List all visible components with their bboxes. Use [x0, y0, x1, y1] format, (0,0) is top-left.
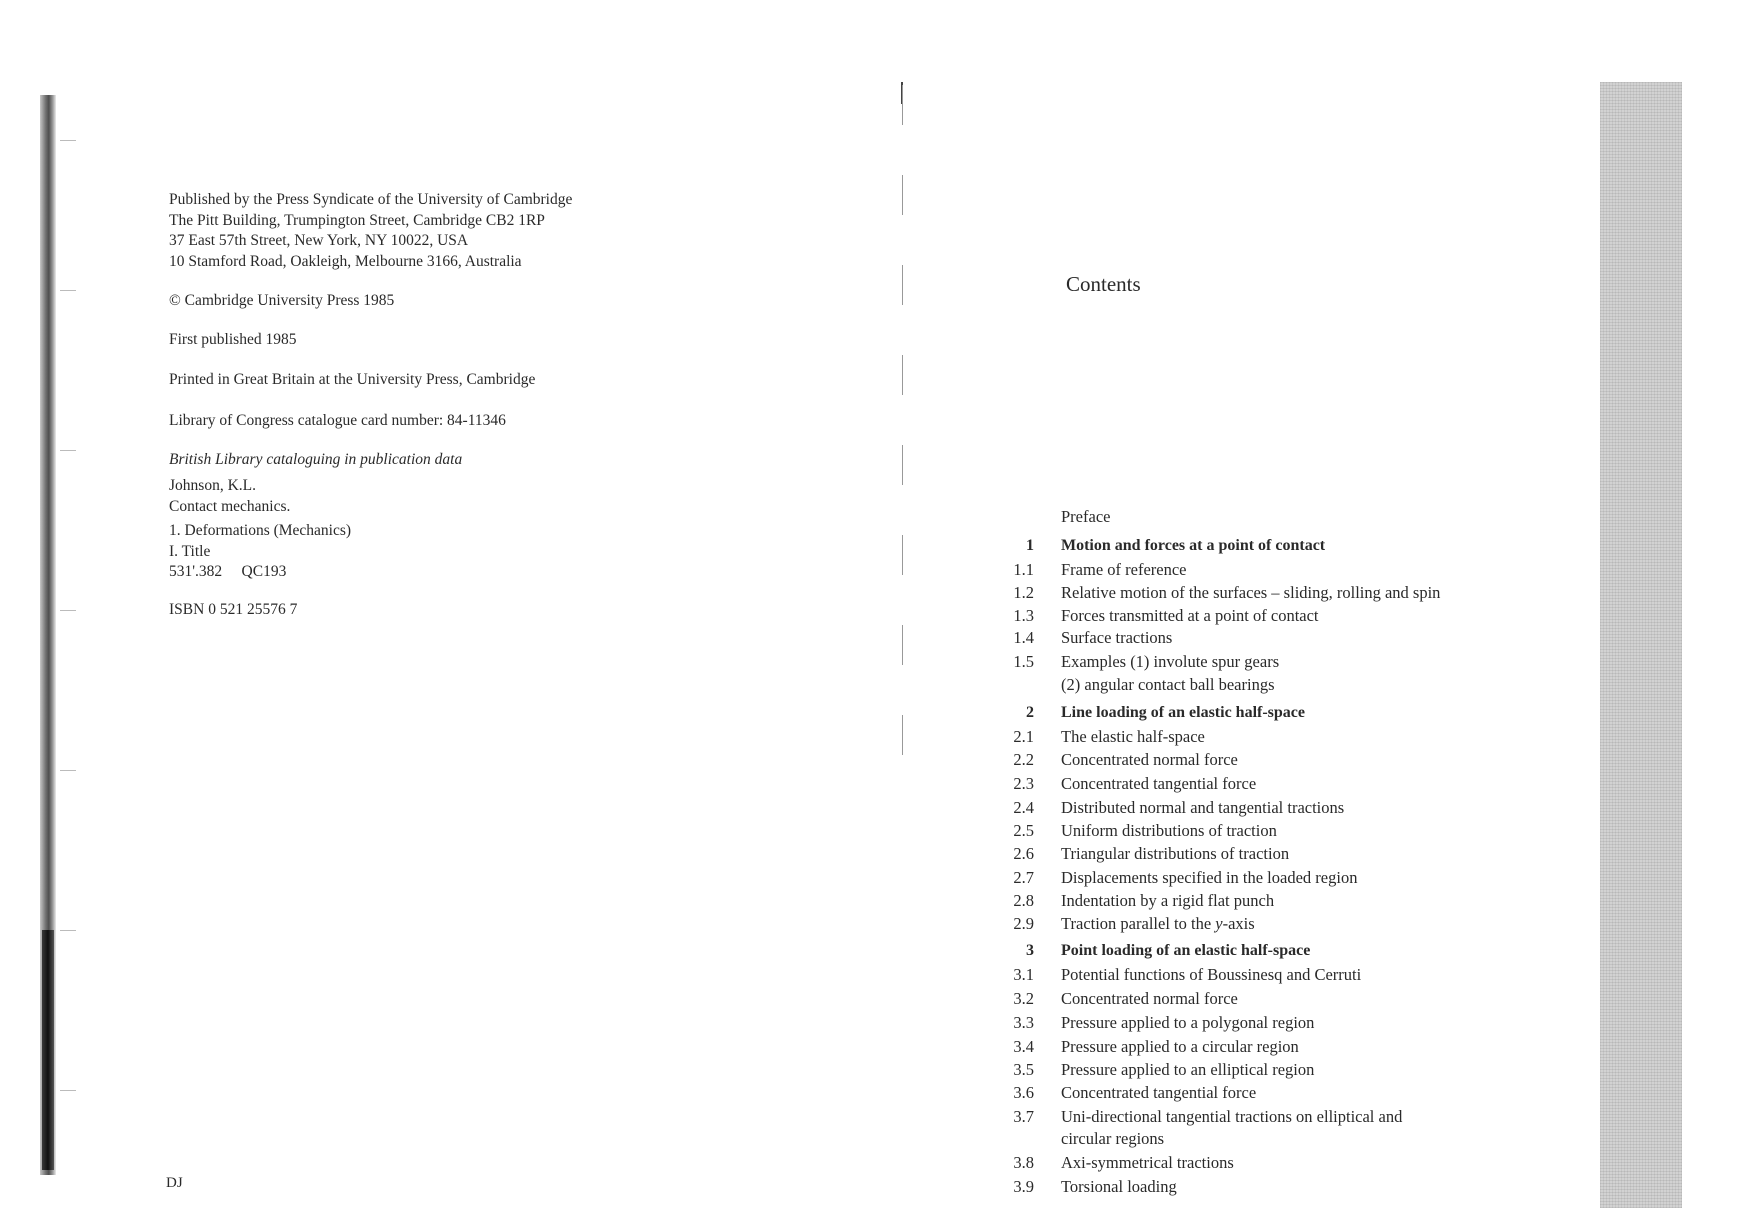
toc-title: Concentrated tangential force: [1061, 774, 1257, 793]
toc-number: 2.1: [1013, 727, 1034, 746]
bl-subjects-block: [169, 521, 351, 583]
toc-title: Line loading of an elastic half-space: [1061, 704, 1306, 721]
page-edge-marks: [60, 140, 80, 1180]
toc-number: 2.2: [1013, 750, 1034, 769]
bl-entry-block: [169, 476, 290, 517]
bl-author: Johnson, K.L.: [169, 477, 256, 494]
toc-title: Traction parallel to the y-axis: [1061, 914, 1255, 933]
toc-title: Torsional loading: [1061, 1177, 1177, 1196]
toc-title: Surface tractions: [1061, 628, 1173, 647]
contents-heading: Contents: [1066, 272, 1141, 296]
toc-title: Preface: [1061, 507, 1111, 526]
toc-title: Triangular distributions of traction: [1061, 844, 1290, 863]
toc-number: 1.5: [1013, 652, 1034, 671]
toc-title: Concentrated tangential force: [1061, 1083, 1257, 1102]
publisher-line: 37 East 57th Street, New York, NY 10022, USA: [169, 232, 469, 249]
toc-title: Relative motion of the surfaces – sliding, rolling and spin: [1061, 583, 1441, 602]
toc-title: Displacements specified in the loaded region: [1061, 868, 1358, 887]
binding-shadow-dark: [42, 930, 54, 1170]
isbn-line: ISBN 0 521 25576 7: [169, 601, 298, 618]
toc-title: Axi-symmetrical tractions: [1061, 1153, 1234, 1172]
toc-number: 3.1: [1013, 965, 1034, 984]
page-gutter: [902, 85, 903, 785]
toc-number: 2.6: [1013, 844, 1034, 863]
publisher-line: The Pitt Building, Trumpington Street, Cambridge CB2 1RP: [169, 211, 545, 229]
toc-number: 3.2: [1013, 989, 1034, 1008]
toc-number: 1.2: [1013, 583, 1034, 602]
publisher-line: Published by the Press Syndicate of the University of Cambridge: [169, 191, 573, 208]
publisher-line: 10 Stamford Road, Oakleigh, Melbourne 3166, Australia: [169, 252, 522, 270]
toc-number: 3.3: [1013, 1013, 1034, 1032]
loc-card-line: Library of Congress catalogue card number: 84-11346: [169, 412, 506, 429]
publisher-block: [169, 190, 689, 272]
toc-title: The elastic half-space: [1061, 727, 1205, 746]
toc-number: 3: [1026, 942, 1034, 959]
toc-number: 1.4: [1013, 628, 1034, 647]
toc-title: Pressure applied to an elliptical region: [1061, 1060, 1315, 1079]
toc-title: Forces transmitted at a point of contact: [1061, 606, 1319, 625]
toc-number: 1: [1026, 537, 1034, 554]
toc-number: 2.3: [1013, 774, 1034, 793]
toc-number: 2.8: [1013, 891, 1034, 910]
bl-book-title: Contact mechanics.: [169, 497, 291, 515]
imprint-page: [169, 190, 689, 618]
toc-number: 1.3: [1013, 606, 1034, 625]
bl-subject: I. Title: [169, 542, 211, 560]
toc-title: Indentation by a rigid flat punch: [1061, 891, 1275, 910]
bl-subject: 1. Deformations (Mechanics): [169, 522, 352, 539]
toc-number: 2.5: [1013, 821, 1034, 840]
toc-number: 3.5: [1013, 1060, 1034, 1079]
toc-title: Frame of reference: [1061, 560, 1187, 579]
toc-title: Concentrated normal force: [1061, 989, 1238, 1008]
toc-title: Uni-directional tangential tractions on elliptical and: [1061, 1107, 1403, 1126]
toc-number: 3.6: [1013, 1083, 1034, 1102]
copyright-line: © Cambridge University Press 1985: [169, 292, 395, 309]
toc-title: circular regions: [1061, 1129, 1165, 1148]
toc-title: Motion and forces at a point of contact: [1061, 537, 1326, 554]
toc-number: 3.9: [1013, 1177, 1034, 1196]
toc-number: 3.7: [1013, 1107, 1034, 1126]
toc-title: Pressure applied to a polygonal region: [1061, 1013, 1315, 1032]
toc-number: 3.8: [1013, 1153, 1034, 1172]
toc-number: 2.4: [1013, 798, 1034, 817]
toc-title: Pressure applied to a circular region: [1061, 1037, 1299, 1056]
bl-classification: 531'.382 QC193: [169, 563, 287, 580]
toc-number: 2.7: [1013, 868, 1034, 887]
toc-number: 3.4: [1013, 1037, 1034, 1056]
toc-number: 2.9: [1013, 914, 1034, 933]
first-published-line: First published 1985: [169, 331, 297, 348]
toc-title: Uniform distributions of traction: [1061, 821, 1277, 840]
toc-number: 2: [1026, 704, 1034, 721]
printed-line: Printed in Great Britain at the University Press, Cambridge: [169, 371, 536, 388]
toc-title: Concentrated normal force: [1061, 750, 1238, 769]
toc-title: Examples (1) involute spur gears: [1061, 652, 1280, 671]
toc-number: 1.1: [1013, 560, 1034, 579]
halftone-strip-right: [1600, 82, 1682, 1208]
printer-initials: DJ: [166, 1175, 183, 1191]
bl-cataloguing-heading: British Library cataloguing in publication data: [169, 451, 463, 468]
toc-title: Potential functions of Boussinesq and Cerruti: [1061, 965, 1362, 984]
toc-title: Point loading of an elastic half-space: [1061, 942, 1311, 959]
toc-title: Distributed normal and tangential tractions: [1061, 798, 1345, 817]
toc-title: (2) angular contact ball bearings: [1061, 675, 1275, 694]
